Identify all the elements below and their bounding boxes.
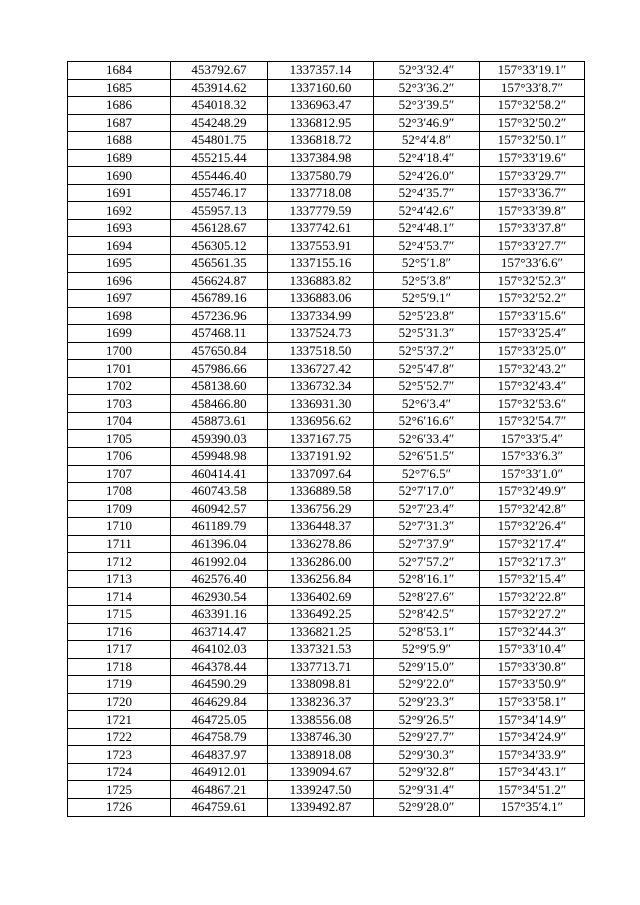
latitude-cell: 52°4′26.0″ — [374, 167, 480, 185]
y-coordinate-cell: 1337524.73 — [268, 325, 374, 343]
table-row — [68, 149, 585, 167]
x-coordinate-cell: 464102.03 — [171, 641, 268, 659]
table-row — [68, 184, 585, 202]
x-coordinate-cell: 464378.44 — [171, 658, 268, 676]
latitude-cell: 52°6′16.6″ — [374, 412, 480, 430]
longitude-cell: 157°33′29.7″ — [480, 167, 585, 185]
y-coordinate-cell: 1336818.72 — [268, 132, 374, 150]
latitude-cell: 52°3′36.2″ — [374, 79, 480, 97]
y-coordinate-cell: 1337384.98 — [268, 149, 374, 167]
y-coordinate-cell: 1339247.50 — [268, 781, 374, 799]
y-coordinate-cell: 1338556.08 — [268, 711, 374, 729]
latitude-cell: 52°9′15.0″ — [374, 658, 480, 676]
longitude-cell: 157°32′53.6″ — [480, 395, 585, 413]
table-row — [68, 219, 585, 237]
point-number-cell: 1684 — [68, 62, 171, 80]
point-number-cell: 1686 — [68, 97, 171, 115]
longitude-cell: 157°34′43.1″ — [480, 763, 585, 781]
y-coordinate-cell: 1336963.47 — [268, 97, 374, 115]
y-coordinate-cell: 1337155.16 — [268, 255, 374, 273]
longitude-cell: 157°33′37.8″ — [480, 219, 585, 237]
longitude-cell: 157°33′39.8″ — [480, 202, 585, 220]
table-row — [68, 658, 585, 676]
x-coordinate-cell: 457986.66 — [171, 360, 268, 378]
y-coordinate-cell: 1338918.08 — [268, 746, 374, 764]
longitude-cell: 157°32′43.2″ — [480, 360, 585, 378]
x-coordinate-cell: 463391.16 — [171, 605, 268, 623]
point-number-cell: 1704 — [68, 412, 171, 430]
y-coordinate-cell: 1337713.71 — [268, 658, 374, 676]
table-row — [68, 746, 585, 764]
y-coordinate-cell: 1337097.64 — [268, 465, 374, 483]
x-coordinate-cell: 458138.60 — [171, 377, 268, 395]
point-number-cell: 1710 — [68, 518, 171, 536]
x-coordinate-cell: 464590.29 — [171, 676, 268, 694]
y-coordinate-cell: 1337191.92 — [268, 448, 374, 466]
table-row — [68, 518, 585, 536]
longitude-cell: 157°32′52.2″ — [480, 290, 585, 308]
x-coordinate-cell: 458466.80 — [171, 395, 268, 413]
table-row — [68, 763, 585, 781]
point-number-cell: 1692 — [68, 202, 171, 220]
latitude-cell: 52°4′18.4″ — [374, 149, 480, 167]
point-number-cell: 1717 — [68, 641, 171, 659]
latitude-cell: 52°5′37.2″ — [374, 342, 480, 360]
table-row — [68, 62, 585, 80]
latitude-cell: 52°6′51.5″ — [374, 448, 480, 466]
table-row — [68, 448, 585, 466]
longitude-cell: 157°32′44.3″ — [480, 623, 585, 641]
table-row — [68, 798, 585, 816]
x-coordinate-cell: 460942.57 — [171, 500, 268, 518]
y-coordinate-cell: 1336732.34 — [268, 377, 374, 395]
x-coordinate-cell: 462576.40 — [171, 570, 268, 588]
table-row — [68, 588, 585, 606]
x-coordinate-cell: 458873.61 — [171, 412, 268, 430]
table-row — [68, 325, 585, 343]
y-coordinate-cell: 1336883.82 — [268, 272, 374, 290]
table-row — [68, 272, 585, 290]
x-coordinate-cell: 464759.61 — [171, 798, 268, 816]
y-coordinate-cell: 1337167.75 — [268, 430, 374, 448]
table-row — [68, 781, 585, 799]
longitude-cell: 157°32′49.9″ — [480, 483, 585, 501]
point-number-cell: 1695 — [68, 255, 171, 273]
point-number-cell: 1707 — [68, 465, 171, 483]
latitude-cell: 52°6′3.4″ — [374, 395, 480, 413]
latitude-cell: 52°7′23.4″ — [374, 500, 480, 518]
latitude-cell: 52°9′28.0″ — [374, 798, 480, 816]
x-coordinate-cell: 463714.47 — [171, 623, 268, 641]
x-coordinate-cell: 461189.79 — [171, 518, 268, 536]
latitude-cell: 52°4′35.7″ — [374, 184, 480, 202]
latitude-cell: 52°9′30.3″ — [374, 746, 480, 764]
longitude-cell: 157°32′17.4″ — [480, 535, 585, 553]
point-number-cell: 1714 — [68, 588, 171, 606]
latitude-cell: 52°5′9.1″ — [374, 290, 480, 308]
y-coordinate-cell: 1337580.79 — [268, 167, 374, 185]
point-number-cell: 1699 — [68, 325, 171, 343]
point-number-cell: 1720 — [68, 693, 171, 711]
y-coordinate-cell: 1337518.50 — [268, 342, 374, 360]
y-coordinate-cell: 1339492.87 — [268, 798, 374, 816]
longitude-cell: 157°32′26.4″ — [480, 518, 585, 536]
latitude-cell: 52°7′6.5″ — [374, 465, 480, 483]
x-coordinate-cell: 464725.05 — [171, 711, 268, 729]
x-coordinate-cell: 456128.67 — [171, 219, 268, 237]
coordinate-table-body — [68, 62, 585, 817]
latitude-cell: 52°9′22.0″ — [374, 676, 480, 694]
latitude-cell: 52°5′1.8″ — [374, 255, 480, 273]
longitude-cell: 157°32′17.3″ — [480, 553, 585, 571]
x-coordinate-cell: 455446.40 — [171, 167, 268, 185]
point-number-cell: 1687 — [68, 114, 171, 132]
longitude-cell: 157°33′1.0″ — [480, 465, 585, 483]
point-number-cell: 1715 — [68, 605, 171, 623]
table-row — [68, 237, 585, 255]
table-row — [68, 623, 585, 641]
point-number-cell: 1718 — [68, 658, 171, 676]
y-coordinate-cell: 1336889.58 — [268, 483, 374, 501]
point-number-cell: 1698 — [68, 307, 171, 325]
latitude-cell: 52°6′33.4″ — [374, 430, 480, 448]
longitude-cell: 157°34′14.9″ — [480, 711, 585, 729]
y-coordinate-cell: 1337742.61 — [268, 219, 374, 237]
x-coordinate-cell: 453792.67 — [171, 62, 268, 80]
table-row — [68, 676, 585, 694]
x-coordinate-cell: 455746.17 — [171, 184, 268, 202]
coordinate-table — [67, 61, 585, 817]
latitude-cell: 52°5′23.8″ — [374, 307, 480, 325]
latitude-cell: 52°5′3.8″ — [374, 272, 480, 290]
point-number-cell: 1721 — [68, 711, 171, 729]
longitude-cell: 157°33′6.6″ — [480, 255, 585, 273]
point-number-cell: 1712 — [68, 553, 171, 571]
table-row — [68, 641, 585, 659]
longitude-cell: 157°33′50.9″ — [480, 676, 585, 694]
y-coordinate-cell: 1336821.25 — [268, 623, 374, 641]
x-coordinate-cell: 456789.16 — [171, 290, 268, 308]
y-coordinate-cell: 1338746.30 — [268, 728, 374, 746]
x-coordinate-cell: 457236.96 — [171, 307, 268, 325]
longitude-cell: 157°33′8.7″ — [480, 79, 585, 97]
x-coordinate-cell: 454248.29 — [171, 114, 268, 132]
x-coordinate-cell: 457468.11 — [171, 325, 268, 343]
table-row — [68, 342, 585, 360]
longitude-cell: 157°32′50.2″ — [480, 114, 585, 132]
point-number-cell: 1685 — [68, 79, 171, 97]
longitude-cell: 157°33′6.3″ — [480, 448, 585, 466]
point-number-cell: 1701 — [68, 360, 171, 378]
y-coordinate-cell: 1336278.86 — [268, 535, 374, 553]
longitude-cell: 157°32′58.2″ — [480, 97, 585, 115]
longitude-cell: 157°33′25.4″ — [480, 325, 585, 343]
latitude-cell: 52°3′39.5″ — [374, 97, 480, 115]
longitude-cell: 157°33′30.8″ — [480, 658, 585, 676]
x-coordinate-cell: 453914.62 — [171, 79, 268, 97]
longitude-cell: 157°32′43.4″ — [480, 377, 585, 395]
y-coordinate-cell: 1336756.29 — [268, 500, 374, 518]
point-number-cell: 1716 — [68, 623, 171, 641]
longitude-cell: 157°33′5.4″ — [480, 430, 585, 448]
point-number-cell: 1691 — [68, 184, 171, 202]
y-coordinate-cell: 1336727.42 — [268, 360, 374, 378]
x-coordinate-cell: 464758.79 — [171, 728, 268, 746]
table-row — [68, 693, 585, 711]
y-coordinate-cell: 1336883.06 — [268, 290, 374, 308]
y-coordinate-cell: 1336931.30 — [268, 395, 374, 413]
table-row — [68, 430, 585, 448]
table-row — [68, 570, 585, 588]
latitude-cell: 52°8′27.6″ — [374, 588, 480, 606]
x-coordinate-cell: 457650.84 — [171, 342, 268, 360]
x-coordinate-cell: 464837.97 — [171, 746, 268, 764]
longitude-cell: 157°32′15.4″ — [480, 570, 585, 588]
table-row — [68, 412, 585, 430]
longitude-cell: 157°33′36.7″ — [480, 184, 585, 202]
point-number-cell: 1726 — [68, 798, 171, 816]
x-coordinate-cell: 460743.58 — [171, 483, 268, 501]
x-coordinate-cell: 454018.32 — [171, 97, 268, 115]
point-number-cell: 1713 — [68, 570, 171, 588]
x-coordinate-cell: 461396.04 — [171, 535, 268, 553]
point-number-cell: 1705 — [68, 430, 171, 448]
y-coordinate-cell: 1337357.14 — [268, 62, 374, 80]
point-number-cell: 1708 — [68, 483, 171, 501]
x-coordinate-cell: 456624.87 — [171, 272, 268, 290]
longitude-cell: 157°34′24.9″ — [480, 728, 585, 746]
y-coordinate-cell: 1337779.59 — [268, 202, 374, 220]
x-coordinate-cell: 464629.84 — [171, 693, 268, 711]
table-row — [68, 483, 585, 501]
latitude-cell: 52°3′46.9″ — [374, 114, 480, 132]
longitude-cell: 157°33′27.7″ — [480, 237, 585, 255]
y-coordinate-cell: 1336492.25 — [268, 605, 374, 623]
y-coordinate-cell: 1337553.91 — [268, 237, 374, 255]
point-number-cell: 1694 — [68, 237, 171, 255]
x-coordinate-cell: 456561.35 — [171, 255, 268, 273]
x-coordinate-cell: 464867.21 — [171, 781, 268, 799]
point-number-cell: 1700 — [68, 342, 171, 360]
longitude-cell: 157°32′50.1″ — [480, 132, 585, 150]
longitude-cell: 157°32′27.2″ — [480, 605, 585, 623]
table-row — [68, 202, 585, 220]
table-row — [68, 465, 585, 483]
table-row — [68, 307, 585, 325]
table-row — [68, 553, 585, 571]
point-number-cell: 1724 — [68, 763, 171, 781]
longitude-cell: 157°33′25.0″ — [480, 342, 585, 360]
table-row — [68, 377, 585, 395]
y-coordinate-cell: 1336448.37 — [268, 518, 374, 536]
latitude-cell: 52°7′57.2″ — [374, 553, 480, 571]
y-coordinate-cell: 1336812.95 — [268, 114, 374, 132]
y-coordinate-cell: 1339094.67 — [268, 763, 374, 781]
point-number-cell: 1702 — [68, 377, 171, 395]
longitude-cell: 157°33′10.4″ — [480, 641, 585, 659]
y-coordinate-cell: 1338098.81 — [268, 676, 374, 694]
longitude-cell: 157°32′22.8″ — [480, 588, 585, 606]
point-number-cell: 1706 — [68, 448, 171, 466]
y-coordinate-cell: 1338236.37 — [268, 693, 374, 711]
latitude-cell: 52°9′32.8″ — [374, 763, 480, 781]
longitude-cell: 157°33′15.6″ — [480, 307, 585, 325]
x-coordinate-cell: 456305.12 — [171, 237, 268, 255]
latitude-cell: 52°8′53.1″ — [374, 623, 480, 641]
table-row — [68, 395, 585, 413]
latitude-cell: 52°5′31.3″ — [374, 325, 480, 343]
latitude-cell: 52°4′42.6″ — [374, 202, 480, 220]
x-coordinate-cell: 462930.54 — [171, 588, 268, 606]
point-number-cell: 1693 — [68, 219, 171, 237]
y-coordinate-cell: 1336956.62 — [268, 412, 374, 430]
latitude-cell: 52°8′42.5″ — [374, 605, 480, 623]
point-number-cell: 1703 — [68, 395, 171, 413]
latitude-cell: 52°5′52.7″ — [374, 377, 480, 395]
point-number-cell: 1711 — [68, 535, 171, 553]
y-coordinate-cell: 1337160.60 — [268, 79, 374, 97]
point-number-cell: 1709 — [68, 500, 171, 518]
point-number-cell: 1690 — [68, 167, 171, 185]
longitude-cell: 157°33′19.1″ — [480, 62, 585, 80]
y-coordinate-cell: 1337334.99 — [268, 307, 374, 325]
latitude-cell: 52°5′47.8″ — [374, 360, 480, 378]
latitude-cell: 52°9′27.7″ — [374, 728, 480, 746]
latitude-cell: 52°7′17.0″ — [374, 483, 480, 501]
table-row — [68, 290, 585, 308]
point-number-cell: 1688 — [68, 132, 171, 150]
table-row — [68, 711, 585, 729]
longitude-cell: 157°33′58.1″ — [480, 693, 585, 711]
latitude-cell: 52°3′32.4″ — [374, 62, 480, 80]
table-row — [68, 535, 585, 553]
x-coordinate-cell: 464912.01 — [171, 763, 268, 781]
table-row — [68, 114, 585, 132]
latitude-cell: 52°4′48.1″ — [374, 219, 480, 237]
point-number-cell: 1723 — [68, 746, 171, 764]
y-coordinate-cell: 1336286.00 — [268, 553, 374, 571]
point-number-cell: 1696 — [68, 272, 171, 290]
point-number-cell: 1719 — [68, 676, 171, 694]
latitude-cell: 52°7′37.9″ — [374, 535, 480, 553]
point-number-cell: 1689 — [68, 149, 171, 167]
longitude-cell: 157°32′42.8″ — [480, 500, 585, 518]
table-row — [68, 255, 585, 273]
y-coordinate-cell: 1336402.69 — [268, 588, 374, 606]
latitude-cell: 52°9′23.3″ — [374, 693, 480, 711]
latitude-cell: 52°9′5.9″ — [374, 641, 480, 659]
x-coordinate-cell: 455957.13 — [171, 202, 268, 220]
table-row — [68, 132, 585, 150]
longitude-cell: 157°32′54.7″ — [480, 412, 585, 430]
longitude-cell: 157°35′4.1″ — [480, 798, 585, 816]
x-coordinate-cell: 455215.44 — [171, 149, 268, 167]
table-row — [68, 728, 585, 746]
x-coordinate-cell: 460414.41 — [171, 465, 268, 483]
point-number-cell: 1722 — [68, 728, 171, 746]
table-row — [68, 500, 585, 518]
point-number-cell: 1725 — [68, 781, 171, 799]
latitude-cell: 52°9′31.4″ — [374, 781, 480, 799]
table-row — [68, 605, 585, 623]
table-row — [68, 97, 585, 115]
latitude-cell: 52°4′53.7″ — [374, 237, 480, 255]
table-row — [68, 79, 585, 97]
table-row — [68, 360, 585, 378]
table-row — [68, 167, 585, 185]
longitude-cell: 157°34′33.9″ — [480, 746, 585, 764]
y-coordinate-cell: 1336256.84 — [268, 570, 374, 588]
y-coordinate-cell: 1337718.08 — [268, 184, 374, 202]
x-coordinate-cell: 454801.75 — [171, 132, 268, 150]
longitude-cell: 157°34′51.2″ — [480, 781, 585, 799]
latitude-cell: 52°7′31.3″ — [374, 518, 480, 536]
latitude-cell: 52°9′26.5″ — [374, 711, 480, 729]
y-coordinate-cell: 1337321.53 — [268, 641, 374, 659]
latitude-cell: 52°4′4.8″ — [374, 132, 480, 150]
x-coordinate-cell: 459948.98 — [171, 448, 268, 466]
x-coordinate-cell: 461992.04 — [171, 553, 268, 571]
x-coordinate-cell: 459390.03 — [171, 430, 268, 448]
point-number-cell: 1697 — [68, 290, 171, 308]
longitude-cell: 157°33′19.6″ — [480, 149, 585, 167]
longitude-cell: 157°32′52.3″ — [480, 272, 585, 290]
latitude-cell: 52°8′16.1″ — [374, 570, 480, 588]
